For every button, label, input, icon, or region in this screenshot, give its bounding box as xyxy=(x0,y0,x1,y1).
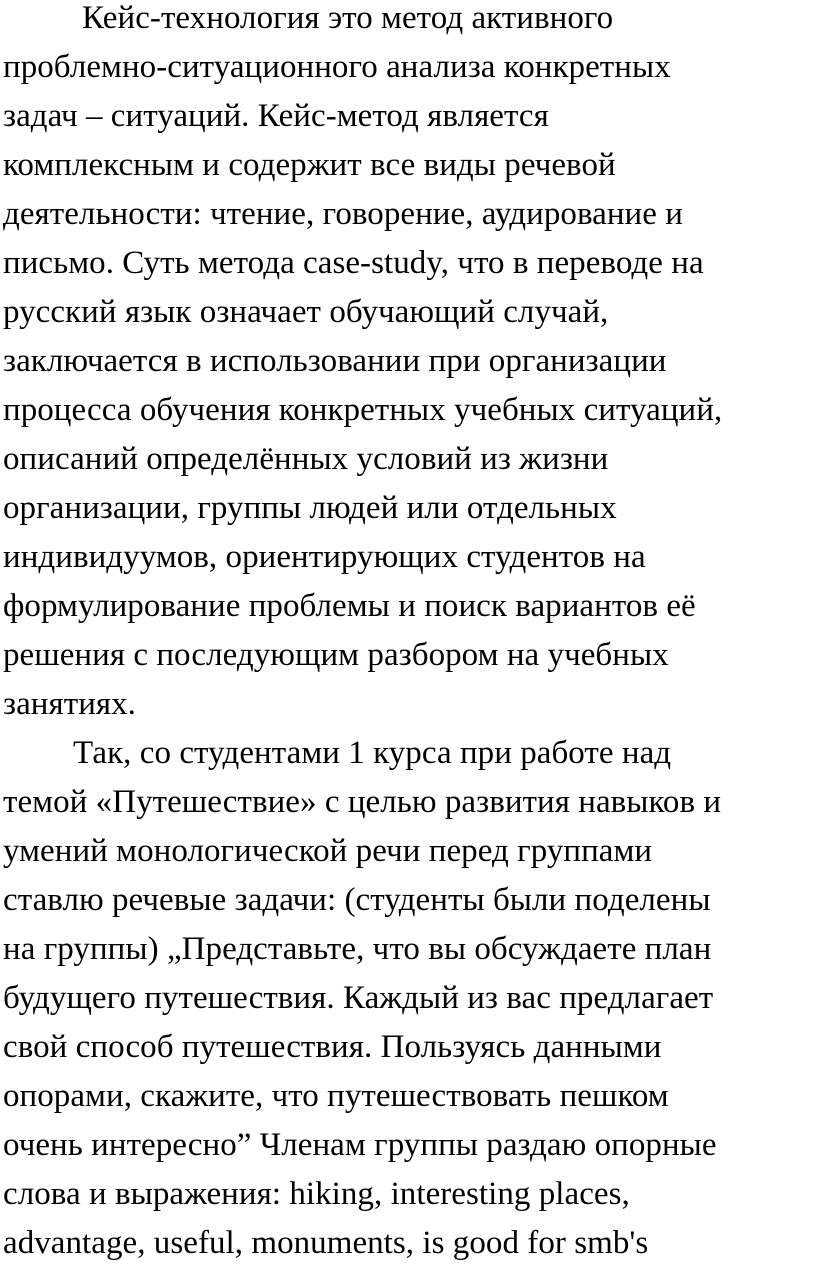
document-page xyxy=(3,0,811,1279)
text-line: описаний определённых условий из жизни xyxy=(3,441,609,477)
text-line: индивидуумов, ориентирующих студентов на xyxy=(3,539,646,575)
text-line: Так, со студентами 1 курса при работе над xyxy=(73,735,672,771)
text-line: задач – ситуаций. Кейс-метод является xyxy=(3,98,549,134)
text-line: ставлю речевые задачи: (студенты были поделены xyxy=(3,882,711,918)
text-line: будущего путешествия. Каждый из вас предлагает xyxy=(3,980,714,1016)
text-line: Кейс-технология это метод активного xyxy=(82,0,614,36)
text-line: формулирование проблемы и поиск вариантов её xyxy=(3,588,696,624)
text-line: на группы) „Представьте, что вы обсуждаете план xyxy=(3,931,712,967)
text-line: очень интересно” Членам группы раздаю опорные xyxy=(3,1127,717,1163)
text-line: свой способ путешествия. Пользуясь данными xyxy=(3,1029,662,1065)
text-line: деятельности: чтение, говорение, аудирование и xyxy=(3,196,683,232)
text-line: организации, группы людей или отдельных xyxy=(3,490,617,526)
text-line: решения с последующим разбором на учебных xyxy=(3,637,669,673)
text-line: слова и выражения: hiking, interesting places, xyxy=(3,1176,630,1212)
paragraph-case-technology xyxy=(3,0,811,729)
text-line: темой «Путешествие» с целью развития навыков и xyxy=(3,784,722,820)
text-line: заключается в использовании при организации xyxy=(3,343,667,379)
text-line: занятиях. xyxy=(3,686,136,722)
text-line: проблемно-ситуационного анализа конкретных xyxy=(3,49,671,85)
text-line: процесса обучения конкретных учебных ситуаций, xyxy=(3,392,723,428)
text-line: advantage, useful, monuments, is good for smb's xyxy=(3,1225,649,1261)
text-line: опорами, скажите, что путешествовать пешком xyxy=(3,1078,669,1114)
text-line: письмо. Суть метода case-study, что в переводе на xyxy=(3,245,704,281)
paragraph-travel-example xyxy=(3,729,811,1268)
text-line: комплексным и содержит все виды речевой xyxy=(3,147,616,183)
text-line: русский язык означает обучающий случай, xyxy=(3,294,609,330)
text-line: умений монологической речи перед группами xyxy=(3,833,653,869)
